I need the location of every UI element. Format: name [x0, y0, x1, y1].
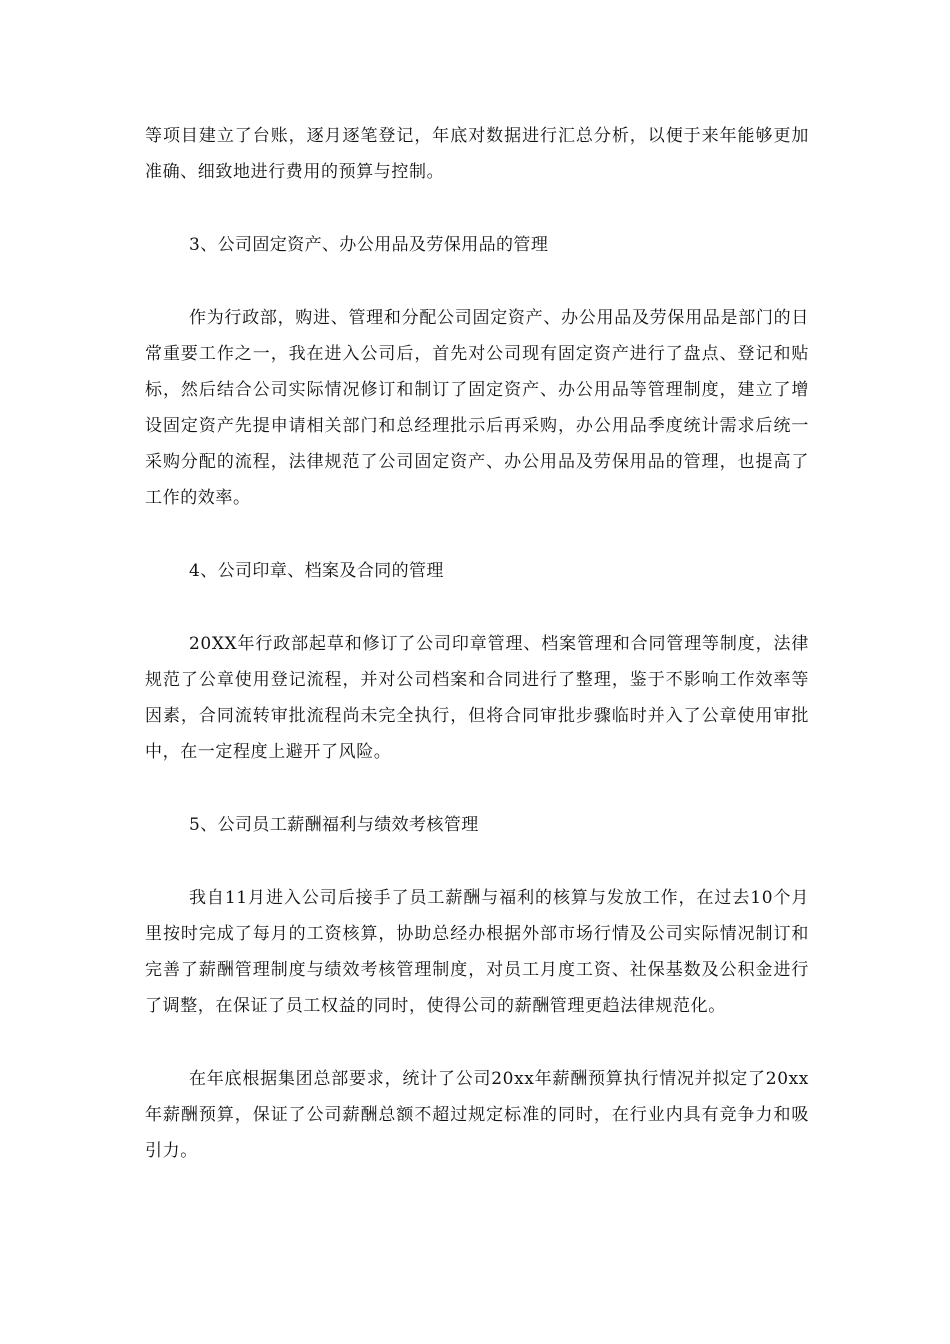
paragraph-salary-budget: 在年底根据集团总部要求，统计了公司20xx年薪酬预算执行情况并拟定了20xx年薪酬预算，保证了公司薪酬总额不超过规定标准的同时，在行业内具有竞争力和吸引力。 — [145, 1069, 809, 1161]
paragraph-continued: 等项目建立了台账，逐月逐笔登记，年底对数据进行汇总分析，以便于来年能够更加准确、细致地进行费用的预算与控制。 — [145, 126, 809, 182]
paragraph-seals-archives: 20XX年行政部起草和修订了公司印章管理、档案管理和合同管理等制度，法律规范了公章使用登记流程，并对公司档案和合同进行了整理，鉴于不影响工作效率等因素，合同流转审批流程尚未完全执行，但将合同审批步骤临时并入了公章使用审批中，在一定程度上避开了风险。 — [145, 634, 809, 762]
paragraph-fixed-assets: 作为行政部，购进、管理和分配公司固定资产、办公用品及劳保用品是部门的日常重要工作之一，我在进入公司后，首先对公司现有固定资产进行了盘点、登记和贴标，然后结合公司实际情况修订和制订了固定资产、办公用品等管理制度，建立了增设固定资产先提申请相关部门和总经理批示后再采购，办公用品季度统计需求后统一采购分配的流程，法律规范了公司固定资产、办公用品及劳保用品的管理，也提高了工作的效率。 — [145, 308, 809, 508]
paragraph-spacer — [145, 589, 809, 626]
paragraph-payroll: 我自11月进入公司后接手了员工薪酬与福利的核算与发放工作，在过去10个月里按时完成了每月的工资核算，协助总经办根据外部市场行情及公司实际情况制订和完善了薪酬管理制度与绩效考核管理制度，对员工月度工资、社保基数及公积金进行了调整，在保证了员工权益的同时，使得公司的薪酬管理更趋法律规范化。 — [145, 888, 809, 1016]
paragraph-spacer — [145, 1024, 809, 1061]
paragraph-spacer — [145, 263, 809, 300]
paragraph-spacer — [145, 190, 809, 227]
paragraph-spacer — [145, 516, 809, 553]
section-heading-4: 4、公司印章、档案及合同的管理 — [189, 561, 444, 581]
paragraph-spacer — [145, 843, 809, 880]
document-body — [145, 118, 809, 1169]
section-heading-3: 3、公司固定资产、办公用品及劳保用品的管理 — [189, 235, 549, 255]
section-heading-5: 5、公司员工薪酬福利与绩效考核管理 — [189, 815, 479, 835]
paragraph-spacer — [145, 770, 809, 807]
